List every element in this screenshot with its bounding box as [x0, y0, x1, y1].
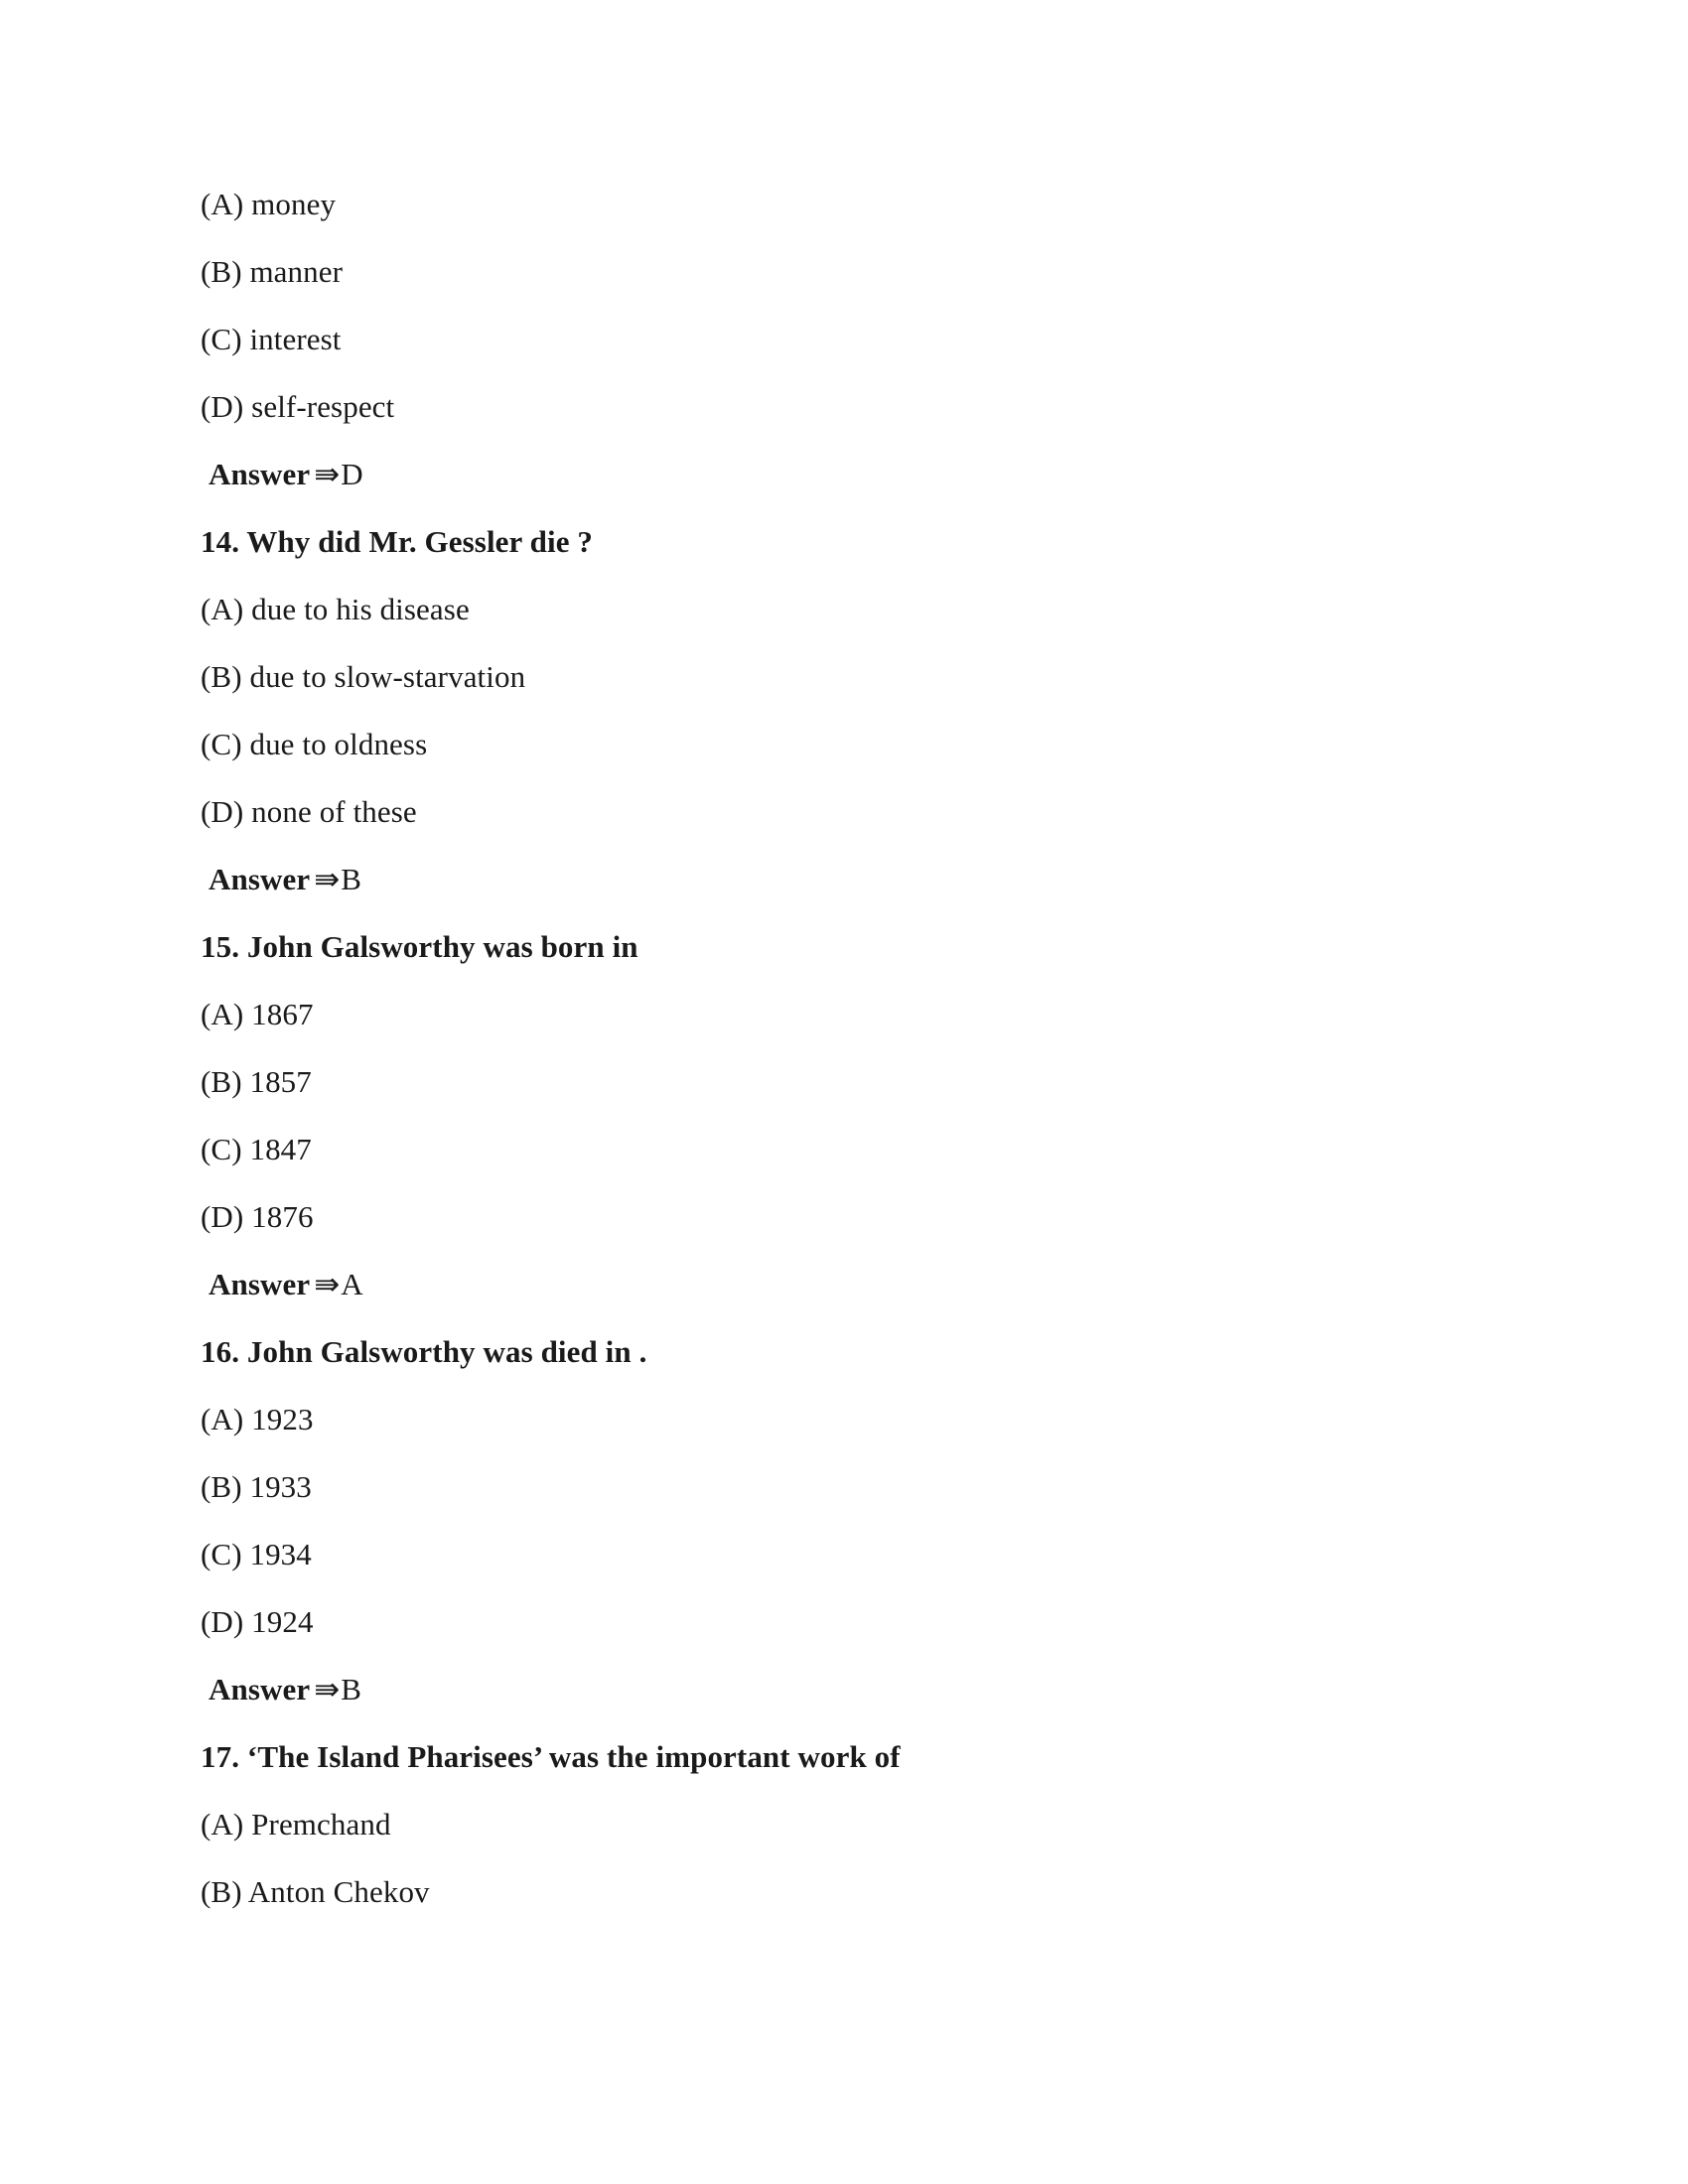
- answer-value: A: [341, 1267, 363, 1301]
- option-text: (D) self-respect: [201, 389, 395, 424]
- document-content: [199, 189, 1340, 1907]
- option-text: (B) 1857: [201, 1064, 312, 1099]
- question-text: 17. ‘The Island Pharisees’ was the important work of: [201, 1739, 901, 1774]
- option-text: (B) due to slow-starvation: [201, 659, 526, 694]
- answer-arrow-icon: ⇛: [314, 1267, 341, 1301]
- option-text: (A) Premchand: [201, 1807, 391, 1842]
- option-text: (D) 1876: [201, 1199, 314, 1234]
- answer-value: B: [341, 862, 362, 896]
- answer-line: [199, 1674, 1340, 1705]
- answer-arrow-icon: ⇛: [314, 457, 341, 491]
- option-text: (A) 1867: [201, 997, 314, 1031]
- option-text: (D) 1924: [201, 1604, 314, 1639]
- question-text: 14. Why did Mr. Gessler die ?: [201, 524, 594, 559]
- option-text: (C) 1934: [201, 1537, 312, 1571]
- option-text: (C) due to oldness: [201, 727, 428, 761]
- option-text: (A) 1923: [201, 1402, 314, 1436]
- option-text: (D) none of these: [201, 794, 417, 829]
- answer-label: Answer: [209, 457, 311, 491]
- option-text: (C) 1847: [201, 1132, 312, 1166]
- option-text: (C) interest: [201, 322, 342, 356]
- answer-label: Answer: [209, 862, 311, 896]
- option-text: (A) money: [201, 187, 337, 221]
- option-text: (B) manner: [201, 254, 344, 289]
- answer-line: [199, 459, 1340, 489]
- option-text: (A) due to his disease: [201, 592, 470, 626]
- answer-arrow-icon: ⇛: [314, 1672, 341, 1706]
- question-text: 16. John Galsworthy was died in .: [201, 1334, 647, 1369]
- answer-line: [199, 864, 1340, 894]
- answer-label: Answer: [209, 1267, 311, 1301]
- question-text: 15. John Galsworthy was born in: [201, 929, 638, 964]
- answer-label: Answer: [209, 1672, 311, 1706]
- answer-arrow-icon: ⇛: [314, 862, 341, 896]
- option-text: (B) 1933: [201, 1469, 312, 1504]
- option-text: (B) Anton Chekov: [201, 1874, 430, 1909]
- answer-value: D: [341, 457, 363, 491]
- answer-value: B: [341, 1672, 362, 1706]
- answer-line: [199, 1269, 1340, 1299]
